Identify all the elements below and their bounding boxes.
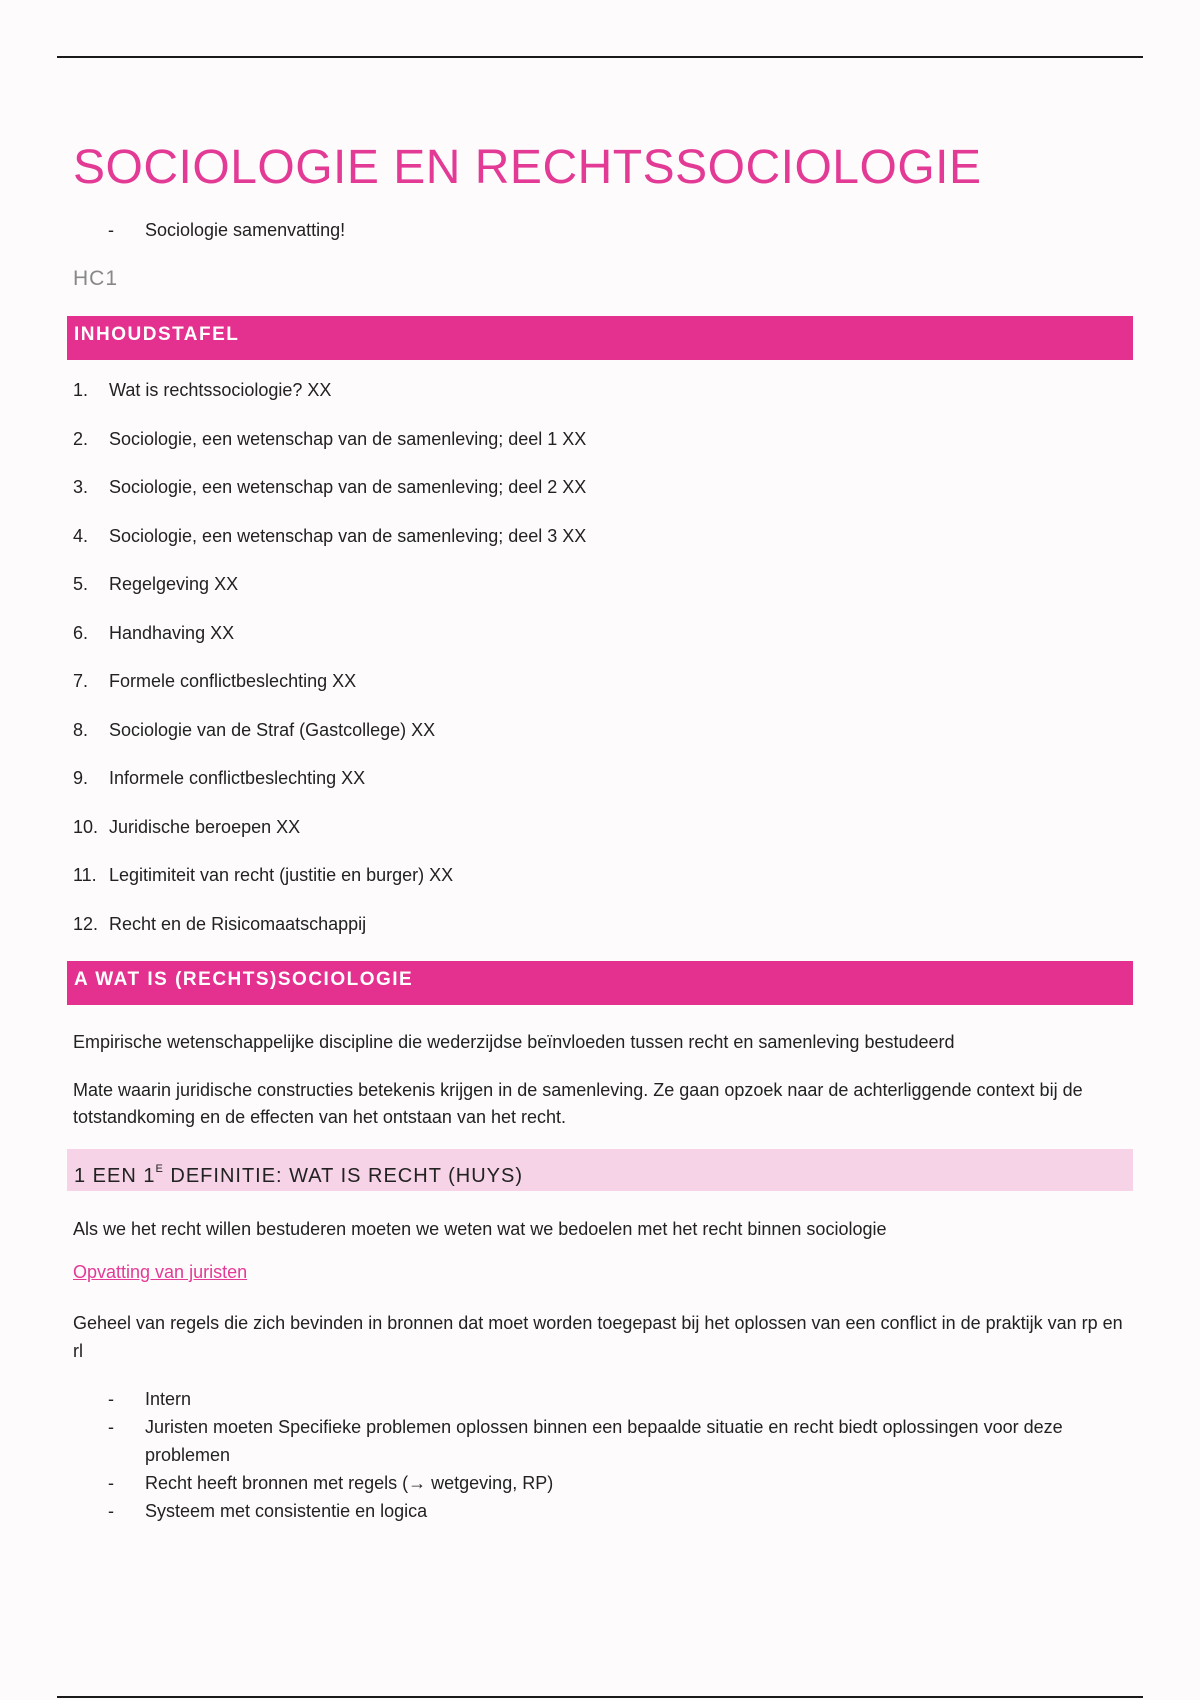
toc-item[interactable]: 4. Sociologie, een wetenschap van de samenleving; deel 3 XX	[73, 525, 587, 546]
list-item: - Juristen moeten Specifieke problemen oplossen binnen een bepaalde situatie en recht biedt oplossingen voor deze problemen	[108, 1417, 1063, 1465]
section-a-heading-band: A WAT IS (RECHTS)SOCIOLOGIE	[67, 961, 1133, 1005]
toc-heading-band: INHOUDSTAFEL	[67, 316, 1133, 360]
toc-item[interactable]: 5. Regelgeving XX	[73, 574, 239, 594]
subsection-superscript: E	[155, 1163, 164, 1175]
subsection-paragraph-2: Geheel van regels die zich bevinden in bronnen dat moet worden toegepast bij het oplossen van een conflict in de praktijk van rp en rl	[73, 1313, 1123, 1361]
bullet-dash: -	[108, 220, 114, 240]
intro-bullet-text: Sociologie samenvatting!	[145, 220, 346, 240]
toc-item[interactable]: 9. Informele conflictbeslechting XX	[73, 768, 366, 788]
list-item: - Recht heeft bronnen met regels (→ wetgeving, RP)	[108, 1473, 554, 1493]
toc-item[interactable]: 11. Legitimiteit van recht (justitie en burger) XX	[73, 865, 454, 885]
bullet-list	[108, 1385, 1138, 1525]
subsection-paragraph-1: Als we het recht willen bestuderen moeten we weten wat we bedoelen met het recht binnen sociologie	[73, 1219, 887, 1239]
toc-item[interactable]: 6. Handhaving XX	[73, 622, 235, 643]
subsection-prefix: 1 EEN 1	[74, 1165, 156, 1187]
list-item: - Intern	[108, 1389, 192, 1409]
toc-item[interactable]: 12. Recht en de Risicomaatschappij	[73, 913, 367, 934]
opvatting-juristen-link[interactable]: Opvatting van juristen	[73, 1262, 248, 1282]
table-of-contents	[73, 380, 586, 962]
section-a-paragraph-2: Mate waarin juridische constructies betekenis krijgen in de samenleving. Ze gaan opzoek naar de achterliggende context bij de totstandkoming en de effecten van het ontstaan van het recht.	[73, 1080, 1083, 1127]
toc-item[interactable]: 3. Sociologie, een wetenschap van de samenleving; deel 2 XX	[73, 477, 587, 497]
intro-bullet	[108, 220, 345, 241]
page-title: SOCIOLOGIE EN RECHTSSOCIOLOGIE	[73, 141, 982, 194]
bottom-rule	[57, 1696, 1143, 1698]
subsection-suffix: DEFINITIE: WAT IS RECHT (HUYS)	[163, 1165, 523, 1187]
toc-item[interactable]: 7. Formele conflictbeslechting XX	[73, 671, 357, 691]
subsection-heading-band	[67, 1149, 1133, 1191]
toc-item[interactable]: 2. Sociologie, een wetenschap van de samenleving; deel 1 XX	[73, 428, 587, 449]
subtitle-hc: HC1	[73, 267, 119, 290]
toc-item[interactable]: 1. Wat is rechtssociologie? XX	[73, 380, 332, 400]
toc-item[interactable]: 8. Sociologie van de Straf (Gastcollege) XX	[73, 719, 436, 740]
toc-item[interactable]: 10. Juridische beroepen XX	[73, 816, 301, 837]
list-item: - Systeem met consistentie en logica	[108, 1501, 428, 1521]
section-a-paragraph-1: Empirische wetenschappelijke discipline die wederzijdse beïnvloeden tussen recht en samenleving bestudeerd	[73, 1032, 955, 1052]
top-rule	[57, 56, 1143, 58]
